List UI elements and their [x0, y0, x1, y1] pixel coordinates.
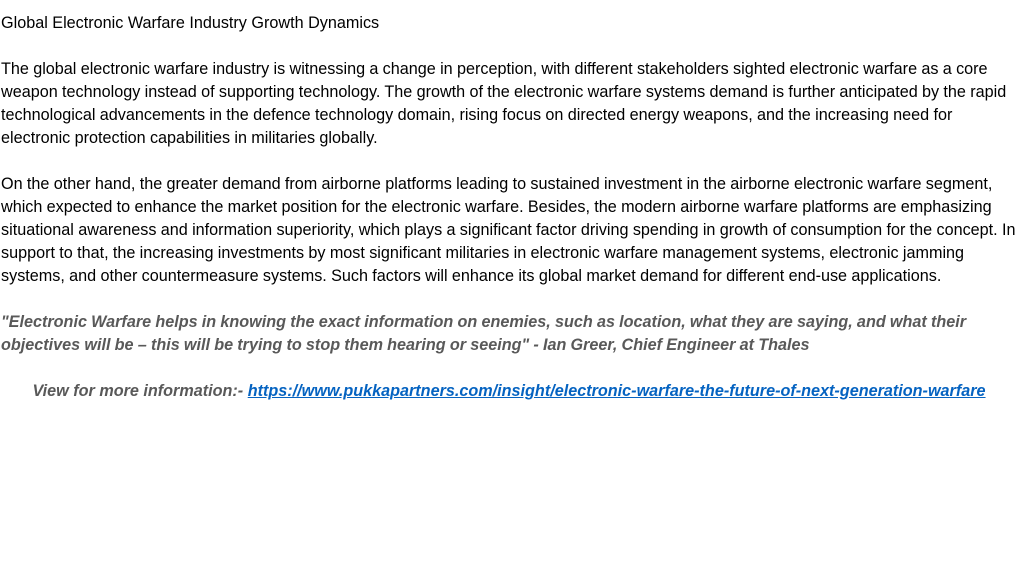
paragraph-industry-perception: The global electronic warfare industry is witnessing a change in perception, with different stakeholders sighted electronic warfare as a core weapon technology instead of supporting technology. The growth of the electronic warfare systems demand is further anticipated by the rapid technological advancements in the defence technology domain, rising focus on directed energy weapons, and the increasing need for electronic protection capabilities in militaries globally. — [1, 60, 1007, 147]
page-title: Global Electronic Warfare Industry Growth Dynamics — [1, 14, 380, 32]
slide-content — [1, 12, 1017, 403]
more-info-line — [1, 380, 1017, 403]
paragraph-airborne-demand: On the other hand, the greater demand from airborne platforms leading to sustained investment in the airborne electronic warfare segment, which expected to enhance the market position for the electronic warfare. Besides, the modern airborne warfare platforms are emphasizing situational awareness and information superiority, which plays a significant factor driving spending in growth of consumption for the concept. In support to that, the increasing investments by most significant militaries in electronic warfare management systems, electronic jamming systems, and other countermeasure systems. Such factors will enhance its global market demand for different end-use applications. — [1, 175, 1016, 285]
more-info-link[interactable]: https://www.pukkapartners.com/insight/electronic-warfare-the-future-of-next-generation-warfare — [247, 382, 986, 400]
expert-quote: "Electronic Warfare helps in knowing the exact information on enemies, such as location, what they are saying, and what their objectives will be – this will be trying to stop them hearing or seeing" - Ian Greer, Chief Engineer at Thales — [1, 313, 967, 354]
more-info-label: View for more information:- — [32, 382, 248, 400]
